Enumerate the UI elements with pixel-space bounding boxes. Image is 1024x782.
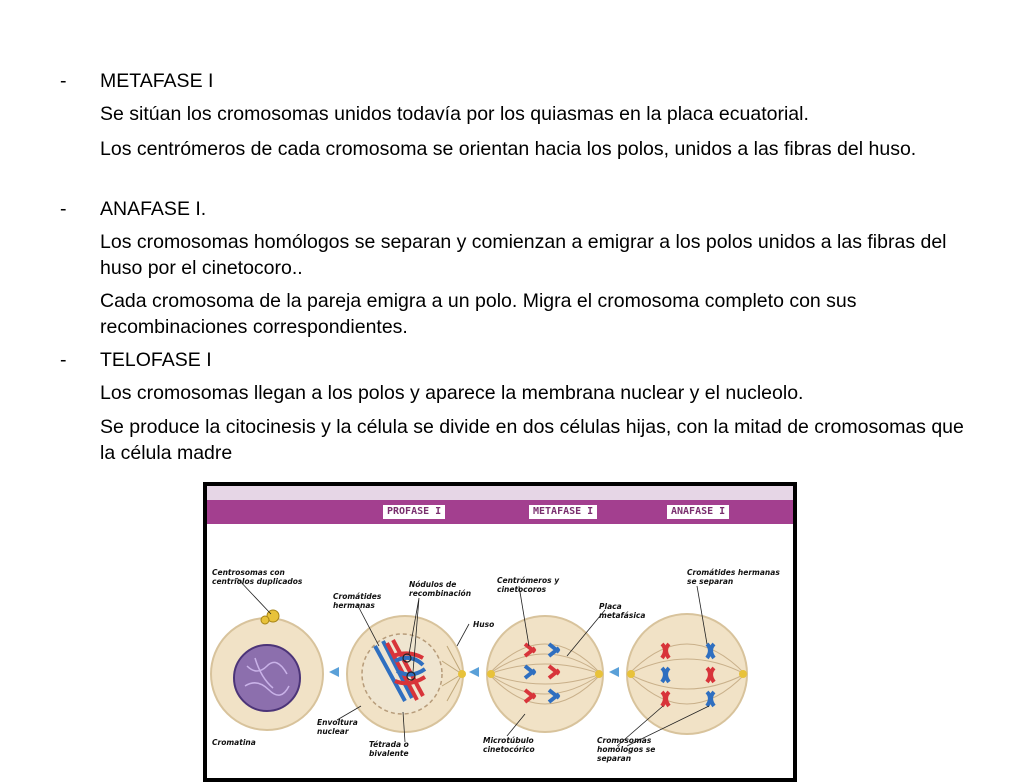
annotation-nodulos: Nódulos de recombinación — [409, 580, 472, 598]
paragraph: Los centrómeros de cada cromosoma se orientan hacia los polos, unidos a las fibras del huso. — [100, 138, 917, 160]
heading-metafase: METAFASE I — [100, 70, 214, 92]
annotation-centrosomas: Centrosomas con centriolos duplicados — [212, 568, 303, 586]
cell-prophase-early — [211, 610, 323, 730]
annotation-envoltura: Envoltura nuclear — [317, 718, 358, 736]
paragraph: Los cromosomas llegan a los polos y aparece la membrana nuclear y el nucleolo. — [100, 382, 804, 404]
annotation-placa: Placa metafásica — [599, 602, 646, 620]
arrow-icon — [609, 667, 619, 677]
annotation-microtubulo: Microtúbulo cinetocórico — [483, 736, 535, 754]
phase-label-profase: PROFASE I — [383, 505, 445, 519]
bullet-dash: - — [60, 70, 67, 92]
annotation-huso: Huso — [473, 620, 495, 629]
cell-prophase-late — [347, 616, 466, 732]
phase-label-metafase: METAFASE I — [529, 505, 597, 519]
heading-anafase: ANAFASE I. — [100, 198, 207, 220]
annotation-centromeros: Centrómeros y cinetocoros — [497, 576, 560, 594]
annotation-cromatina: Cromatina — [212, 738, 256, 747]
paragraph: Cada cromosoma de la pareja emigra a un polo. Migra el cromosoma completo con sus recombinaciones correspondientes. — [100, 290, 857, 338]
meiosis-figure — [203, 482, 797, 782]
heading-telofase: TELOFASE I — [100, 349, 212, 371]
cell-anaphase — [627, 614, 747, 734]
paragraph: Se produce la citocinesis y la célula se divide en dos células hijas, con la mitad de cromosomas que la célula madre — [100, 416, 964, 464]
arrow-icon — [329, 667, 339, 677]
annotation-cromatides: Cromátides hermanas — [333, 592, 382, 610]
annotation-homologos: Cromosomas homólogos se separan — [597, 736, 656, 763]
paragraph: Los cromosomas homólogos se separan y comienzan a emigrar a los polos unidos a las fibras del huso por el cinetocoro.. — [100, 231, 947, 279]
phase-label-anafase: ANAFASE I — [667, 505, 729, 519]
arrow-icon — [469, 667, 479, 677]
annotation-cromatides-separan: Cromátides hermanas se separan — [687, 568, 780, 586]
paragraph: Se sitúan los cromosomas unidos todavía por los quiasmas en la placa ecuatorial. — [100, 103, 809, 125]
annotation-tetrada: Tétrada o bivalente — [369, 740, 409, 758]
bullet-dash: - — [60, 198, 67, 220]
bullet-dash: - — [60, 349, 67, 371]
